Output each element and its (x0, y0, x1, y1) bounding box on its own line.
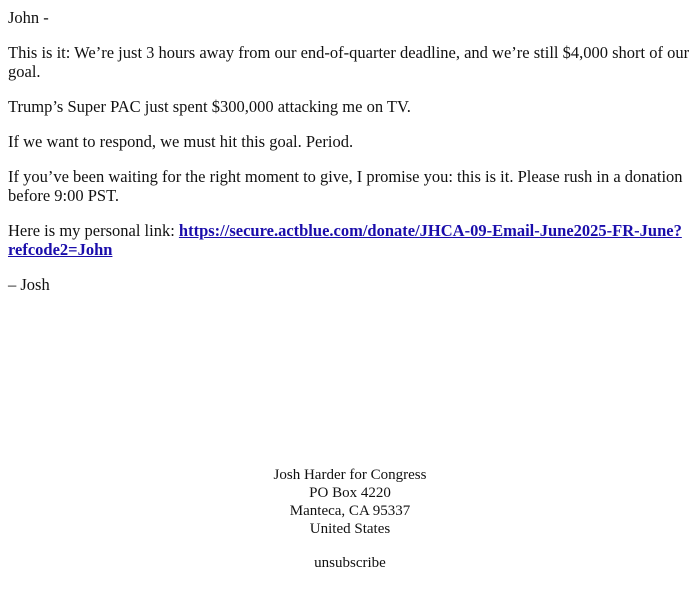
unsubscribe-link[interactable]: unsubscribe (314, 555, 386, 571)
paragraph-donate: If you’ve been waiting for the right moment to give, I promise you: this is it. Please rush in a donation before 9:00 PST. (8, 167, 683, 205)
footer-address-line-1: PO Box 4220 (309, 485, 391, 501)
donate-link[interactable]: https://secure.actblue.com/donate/JHCA-09-Email-June2025-FR-June?refcode2=John (8, 221, 682, 259)
paragraph-personal-link (8, 221, 692, 259)
greeting: John - (8, 8, 49, 27)
footer-country: United States (309, 521, 391, 537)
footer-org: Josh Harder for Congress (273, 467, 427, 483)
email-body (8, 8, 692, 294)
email-footer (0, 466, 700, 572)
footer-address-line-2: Manteca, CA 95337 (289, 503, 411, 519)
signoff: – Josh (8, 275, 50, 294)
link-intro: Here is my personal link: (8, 221, 179, 240)
paragraph-respond: If we want to respond, we must hit this goal. Period. (8, 132, 354, 151)
paragraph-deadline: This is it: We’re just 3 hours away from our end-of-quarter deadline, and we’re still $4,000 short of our goal. (8, 43, 690, 81)
paragraph-super-pac: Trump’s Super PAC just spent $300,000 attacking me on TV. (8, 97, 411, 116)
